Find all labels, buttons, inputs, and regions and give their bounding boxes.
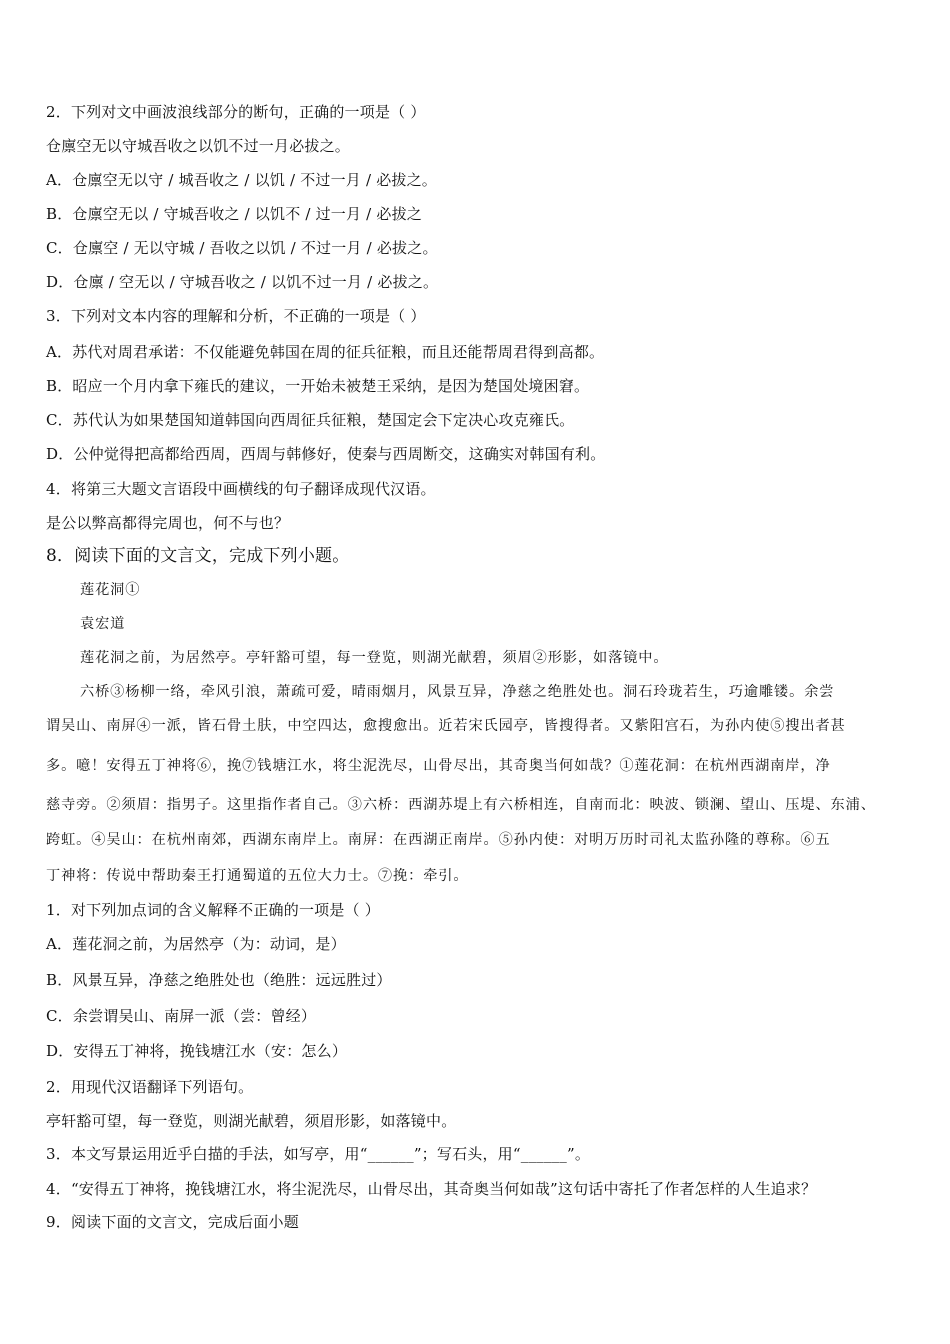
sub-question-2-stem: 2．用现代汉语翻译下列语句。 bbox=[46, 1078, 254, 1096]
sub-question-1-option-d: D．安得五丁神将，挽钱塘江水（安：怎么） bbox=[46, 1042, 348, 1060]
sub-question-3-stem: 3．本文写景运用近乎白描的手法，如写亭，用“______”；写石头，用“______”。 bbox=[46, 1145, 591, 1163]
sub-question-4-stem: 4．“安得五丁神将，挽钱塘江水，将尘泥洗尽，山骨尽出，其奇奥当何如哉”这句话中寄托了作者怎样的人生追求？ bbox=[46, 1180, 817, 1198]
question-2-option-b: B．仓廪空无以 / 守城吾收之 / 以饥不 / 过一月 / 必拔之 bbox=[46, 205, 422, 223]
question-2-stem: 2．下列对文中画波浪线部分的断句，正确的一项是（ ） bbox=[46, 103, 426, 121]
question-3-option-a: A．苏代对周君承诺：不仅能避免韩国在周的征兵征粮，而且还能帮周君得到高都。 bbox=[46, 343, 605, 361]
passage-line: 跨虹。④吴山：在杭州南郊，西湖东南岸上。南屏：在西湖正南岸。⑤孙内使：对明万历时司礼太监孙隆的尊称。⑥五 bbox=[46, 832, 831, 848]
question-9-heading: 9．阅读下面的文言文，完成后面小题 bbox=[46, 1213, 299, 1231]
sub-question-1-option-a: A．莲花洞之前，为居然亭（为：动词，是） bbox=[46, 935, 346, 953]
passage-line: 慈寺旁。②须眉：指男子。这里指作者自己。③六桥：西湖苏堤上有六桥相连，自南而北：映波、锁澜、望山、压堤、东浦、 bbox=[46, 797, 876, 813]
question-3-option-d: D．公仲觉得把高都给西周，西周与韩修好，使秦与西周断交，这确实对韩国有利。 bbox=[46, 445, 606, 463]
question-2-option-d: D．仓廪 / 空无以 / 守城吾收之 / 以饥不过一月 / 必拔之。 bbox=[46, 273, 439, 291]
passage-paragraph-1: 莲花洞之前，为居然亭。亭轩豁可望，每一登览，则湖光献碧，须眉②形影，如落镜中。 bbox=[80, 650, 669, 666]
passage-line: 谓吴山、南屏④一派，皆石骨土肤，中空四达，愈搜愈出。近若宋氏园亭，皆搜得者。又紫阳宫石，为孙内使⑤搜出者甚 bbox=[46, 718, 846, 734]
sub-question-1-option-c: C．余尝谓吴山、南屏一派（尝：曾经） bbox=[46, 1007, 317, 1025]
passage-line: 多。噫！安得五丁神将⑥，挽⑦钱塘江水，将尘泥洗尽，山骨尽出，其奇奥当何如哉？①莲花洞：在杭州西湖南岸，净 bbox=[46, 758, 831, 774]
passage-line: 六桥③杨柳一络，牵风引浪，萧疏可爱，晴雨烟月，风景互异，净慈之绝胜处也。洞石玲珑若生，巧逾雕镂。余尝 bbox=[80, 684, 835, 700]
question-3-option-b: B．昭应一个月内拿下雍氏的建议，一开始未被楚王采纳，是因为楚国处境困窘。 bbox=[46, 377, 590, 395]
passage-title: 莲花洞① bbox=[80, 582, 141, 598]
question-4-text: 是公以弊高都得完周也，何不与也？ bbox=[46, 514, 290, 532]
question-3-option-c: C．苏代认为如果楚国知道韩国向西周征兵征粮，楚国定会下定决心攻克雍氏。 bbox=[46, 411, 575, 429]
passage-line: 丁神将：传说中帮助秦王打通蜀道的五位大力士。⑦挽：牵引。 bbox=[46, 868, 469, 884]
question-4-stem: 4．将第三大题文言语段中画横线的句子翻译成现代汉语。 bbox=[46, 480, 436, 498]
question-2-option-c: C．仓廪空 / 无以守城 / 吾收之以饥 / 不过一月 / 必拔之。 bbox=[46, 239, 438, 257]
passage-author: 袁宏道 bbox=[80, 616, 126, 632]
question-2-text: 仓廪空无以守城吾收之以饥不过一月必拔之。 bbox=[46, 137, 351, 155]
question-8-heading: 8．阅读下面的文言文，完成下列小题。 bbox=[46, 546, 350, 566]
sub-question-2-text: 亭轩豁可望，每一登览，则湖光献碧，须眉形影，如落镜中。 bbox=[46, 1112, 457, 1130]
sub-question-1-stem: 1．对下列加点词的含义解释不正确的一项是（ ） bbox=[46, 901, 380, 919]
question-2-option-a: A．仓廪空无以守 / 城吾收之 / 以饥 / 不过一月 / 必拔之。 bbox=[46, 171, 437, 189]
sub-question-1-option-b: B．风景互异，净慈之绝胜处也（绝胜：远远胜过） bbox=[46, 971, 392, 989]
question-3-stem: 3．下列对文本内容的理解和分析，不正确的一项是（ ） bbox=[46, 307, 426, 325]
